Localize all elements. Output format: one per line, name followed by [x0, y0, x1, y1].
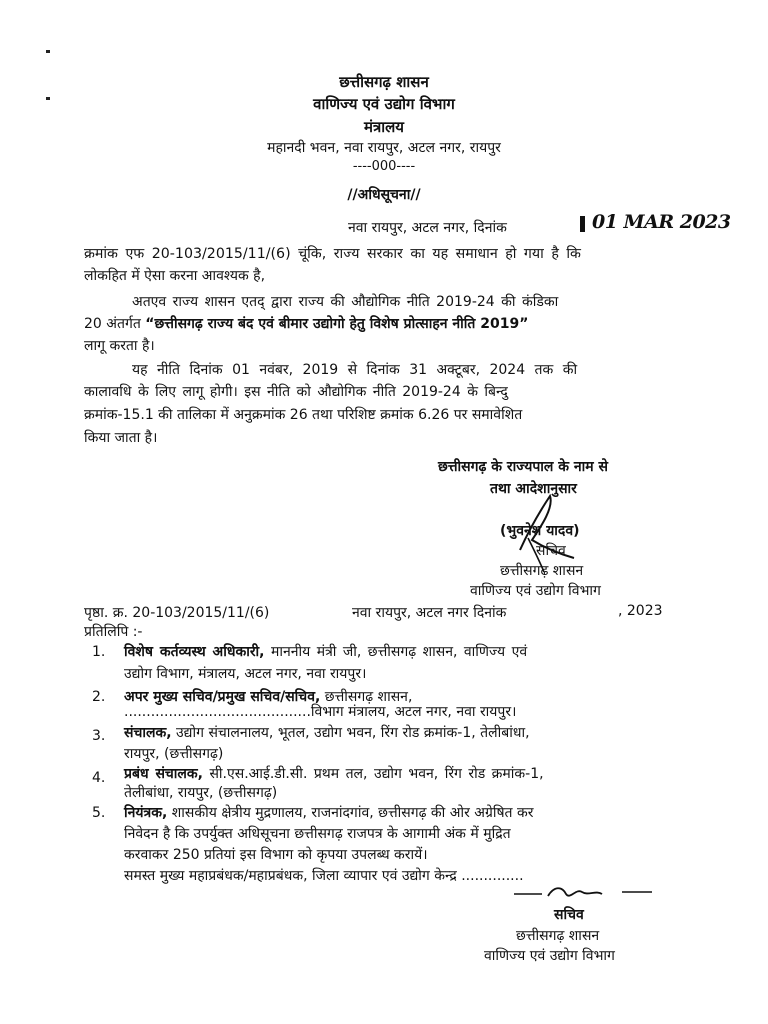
initials-signature [510, 882, 660, 904]
copy-2-recipient: अपर मुख्य सचिव/प्रमुख सचिव/सचिव, [124, 689, 321, 705]
copy-1-recipient: विशेष कर्तव्यस्थ अधिकारी, [124, 644, 265, 660]
endorsement-ref: पृष्ठा. क्र. 20-103/2015/11/(6) [84, 605, 270, 621]
signatory2-department: वाणिज्य एवं उद्योग विभाग [484, 948, 615, 964]
copy-4-text: सी.एस.आई.डी.सी. प्रथम तल, उद्योग भवन, रिंग रोड क्रमांक-1, [209, 766, 544, 782]
header-address: महानदी भवन, नवा रायपुर, अटल नगर, रायपुर [267, 140, 501, 156]
para1-line2: लोकहित में ऐसा करना आवश्यक है, [84, 268, 266, 284]
copy-4-number: 4. [92, 770, 106, 786]
para1-line1: क्रमांक एफ 20-103/2015/11/(6) चूंकि, राज्य सरकार का यह समाधान हो गया है कि [84, 246, 581, 262]
signatory-designation: सचिव [536, 543, 566, 559]
copy-2-number: 2. [92, 689, 106, 705]
dateline-place: नवा रायपुर, अटल नगर, दिनांक [348, 220, 507, 236]
dateline-stamp-mark [580, 216, 585, 232]
copy-4-line1 [124, 764, 544, 783]
copy-5-line3: करवाकर 250 प्रतियां इस विभाग को कृपया उपलब्ध करायें। [124, 847, 428, 863]
para2-prefix: 20 अंतर्गत [84, 316, 141, 332]
copy-5-line2: निवेदन है कि उपर्युक्त अधिसूचना छत्तीसगढ़ राजपत्र के आगामी अंक में मुद्रित [124, 826, 511, 842]
copy-4-line2: तेलीबांधा, रायपुर, (छत्तीसगढ़) [124, 785, 278, 801]
header-ministry: मंत्रालय [363, 118, 404, 136]
copy-5-recipient: नियंत्रक, [124, 805, 168, 821]
governor-line: छत्तीसगढ़ के राज्यपाल के नाम से [438, 459, 608, 475]
policy-name: “छत्तीसगढ़ राज्य बंद एवं बीमार उद्योगो हेतु विशेष प्रोत्साहन नीति 2019” [145, 316, 529, 332]
endorsement-year: , 2023 [618, 603, 663, 619]
para3-line3: क्रमांक-15.1 की तालिका में अनुक्रमांक 26 तथा परिशिष्ट क्रमांक 6.26 पर समावेशित [84, 407, 523, 423]
notification-title: //अधिसूचना// [347, 187, 421, 203]
copy-3-text: उद्योग संचालनालय, भूतल, उद्योग भवन, रिंग रोड क्रमांक-1, तेलीबांधा, [176, 725, 530, 741]
copy-3-recipient: संचालक, [124, 725, 172, 741]
scan-mark-top [46, 50, 50, 53]
copy-label: प्रतिलिपि :- [84, 624, 143, 640]
signatory-name: (भुवनेश यादव) [500, 523, 580, 539]
dateline-handwritten-date: 01 MAR 2023 [592, 211, 731, 233]
signatory2-designation: सचिव [554, 907, 584, 923]
para3-line2: कालावधि के लिए लागू होगी। इस नीति को औद्योगिक नीति 2019-24 के बिन्दु [84, 384, 508, 400]
copy-1-line2: उद्योग विभाग, मंत्रालय, अटल नगर, नवा रायपुर। [124, 666, 367, 682]
copy-2-line2: ..........................................विभाग मंत्रालय, अटल नगर, नवा रायपुर। [124, 704, 517, 720]
copy-3-number: 3. [92, 728, 106, 744]
signatory-office: छत्तीसगढ़ शासन [500, 563, 584, 579]
header-department: वाणिज्य एवं उद्योग विभाग [313, 95, 455, 113]
copy-5-text: शासकीय क्षेत्रीय मुद्रणालय, राजनांदगांव, छत्तीसगढ़ की ओर अग्रेषित कर [171, 805, 534, 821]
signatory-department: वाणिज्य एवं उद्योग विभाग [470, 583, 601, 599]
copy-5-line1 [124, 803, 533, 822]
copy-2-text: छत्तीसगढ़ शासन, [324, 689, 413, 705]
header-divider: ----000---- [352, 159, 416, 174]
endorsement-place: नवा रायपुर, अटल नगर दिनांक [352, 605, 507, 621]
copy-4-recipient: प्रबंध संचालक, [124, 766, 203, 782]
signatory2-office: छत्तीसगढ़ शासन [516, 928, 600, 944]
para3-line4: किया जाता है। [84, 430, 158, 446]
para2-line1: अतएव राज्य शासन एतद् द्वारा राज्य की औद्योगिक नीति 2019-24 की कंडिका [132, 294, 559, 310]
para3-line1: यह नीति दिनांक 01 नवंबर, 2019 से दिनांक 31 अक्टूबर, 2024 तक की [132, 362, 578, 378]
copy-1-line1 [124, 642, 527, 661]
order-line: तथा आदेशानुसार [490, 481, 577, 497]
header-government: छत्तीसगढ़ शासन [339, 73, 429, 91]
para2-line2 [84, 314, 528, 333]
copy-3-line1 [124, 723, 530, 742]
footer-distribution-line: समस्त मुख्य महाप्रबंधक/महाप्रबंधक, जिला व्यापार एवं उद्योग केन्द्र .............. [124, 868, 524, 884]
para2-line3: लागू करता है। [84, 338, 155, 354]
copy-3-line2: रायपुर, (छत्तीसगढ़) [124, 746, 224, 762]
copy-1-text: माननीय मंत्री जी, छत्तीसगढ़ शासन, वाणिज्य एवं [270, 644, 528, 660]
copy-1-number: 1. [92, 644, 106, 660]
copy-5-number: 5. [92, 805, 106, 821]
